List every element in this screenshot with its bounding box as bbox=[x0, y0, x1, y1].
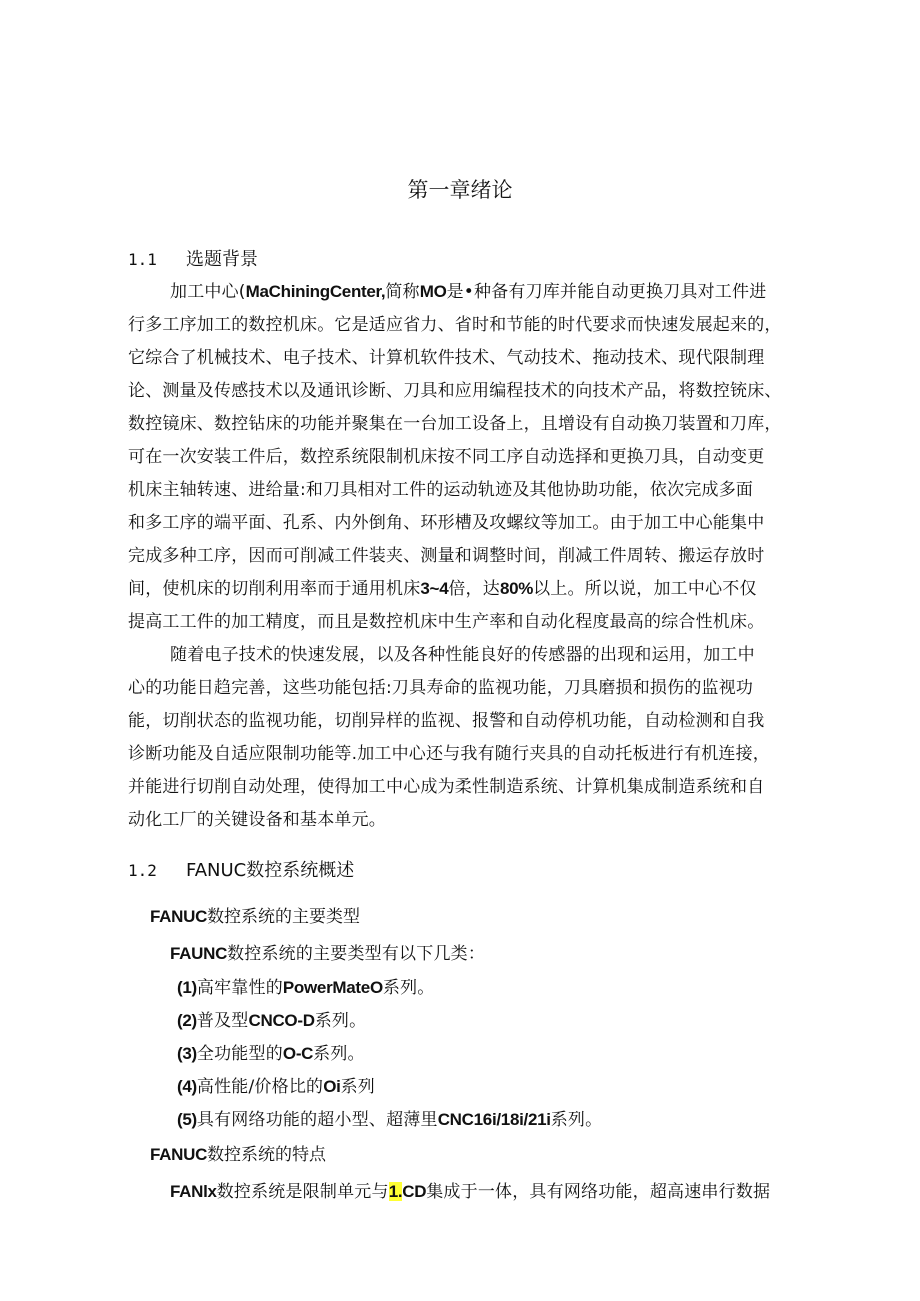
paragraph-line: 完成多种工序，因而可削减工件装夹、测量和调整时间，削减工件周转、搬运存放时 bbox=[128, 546, 765, 566]
section-number: 1.1 bbox=[128, 250, 157, 269]
subsection-heading-types: FANUC数控系统的主要类型 bbox=[150, 907, 361, 927]
types-intro: FAUNC数控系统的主要类型有以下几类： bbox=[170, 944, 486, 964]
list-item: (1)高牢靠性的PowerMateO系列。 bbox=[177, 978, 435, 998]
section-number: 1.2 bbox=[128, 861, 157, 880]
paragraph-line: 它综合了机械技术、电子技术、计算机软件技术、气动技术、拖动技术、现代限制理 bbox=[128, 348, 765, 368]
subsection-heading-features: FANUC数控系统的特点 bbox=[150, 1145, 327, 1165]
paragraph-line: 数控镜床、数控钻床的功能并聚集在一台加工设备上，且增设有自动换刀装置和刀库， bbox=[128, 414, 782, 434]
section-heading-1-1 bbox=[128, 247, 258, 273]
paragraph-line: 能，切削状态的监视功能，切削异样的监视、报警和自动停机功能，自动检测和自我 bbox=[128, 711, 765, 731]
paragraph-line: 并能进行切削自动处理，使得加工中心成为柔性制造系统、计算机集成制造系统和自 bbox=[128, 777, 765, 797]
paragraph-line: 提高工工件的加工精度，而且是数控机床中生产率和自动化程度最高的综合性机床。 bbox=[128, 612, 765, 632]
paragraph-line: 随着电子技术的快速发展，以及各种性能良好的传感器的出现和运用，加工中 bbox=[170, 645, 755, 665]
section-title: FANUC数控系统概述 bbox=[186, 860, 355, 881]
section-heading-1-2 bbox=[128, 858, 354, 884]
list-item: (2)普及型CNCO-D系列。 bbox=[177, 1011, 367, 1031]
paragraph-line: 和多工序的端平面、孔系、内外倒角、环形槽及攻螺纹等加工。由于加工中心能集中 bbox=[128, 513, 765, 533]
paragraph-line: 论、测量及传感技术以及通讯诊断、刀具和应用编程技术的向技术产品，将数控铳床、 bbox=[128, 381, 782, 401]
paragraph-line: 可在一次安装工件后，数控系统限制机床按不同工序自动选择和更换刀具，自动变更 bbox=[128, 447, 765, 467]
paragraph-line: 诊断功能及自适应限制功能等.加工中心还与我有随行夹具的自动托板进行有机连接， bbox=[128, 744, 771, 764]
paragraph-line: 动化工厂的关键设备和基本单元。 bbox=[128, 810, 386, 830]
section-title: 选题背景 bbox=[186, 249, 258, 270]
paragraph-line: 心的功能日趋完善，这些功能包括:刀具寿命的监视功能，刀具磨损和损伤的监视功 bbox=[128, 678, 754, 698]
paragraph-line: 行多工序加工的数控机床。它是适应省力、省时和节能的时代要求而快速发展起来的， bbox=[128, 315, 782, 335]
highlighted-text: 1. bbox=[388, 1182, 403, 1201]
paragraph-line: 机床主轴转速、进给量:和刀具相对工件的运动轨迹及其他协助功能，依次完成多面 bbox=[128, 480, 754, 500]
list-item: (3)全功能型的O-C系列。 bbox=[177, 1044, 365, 1064]
list-item: (5)具有网络功能的超小型、超薄里CNC16i/18i/21i系列。 bbox=[177, 1110, 603, 1130]
chapter-title: 第一章绪论 bbox=[407, 178, 513, 202]
paragraph-line: 间，使机床的切削利用率而于通用机床3~4倍，达80%以上。所以说，加工中心不仅 bbox=[128, 579, 757, 599]
paragraph-line: 加工中心(MaChiningCenter,简称MO是•种备有刀库并能自动更换刀具对工件进 bbox=[170, 282, 767, 302]
features-line: FANlx数控系统是限制单元与1.CD集成于一体，具有网络功能，超高速串行数据 bbox=[170, 1182, 771, 1202]
list-item: (4)高性能/价格比的Oi系列 bbox=[177, 1077, 375, 1097]
